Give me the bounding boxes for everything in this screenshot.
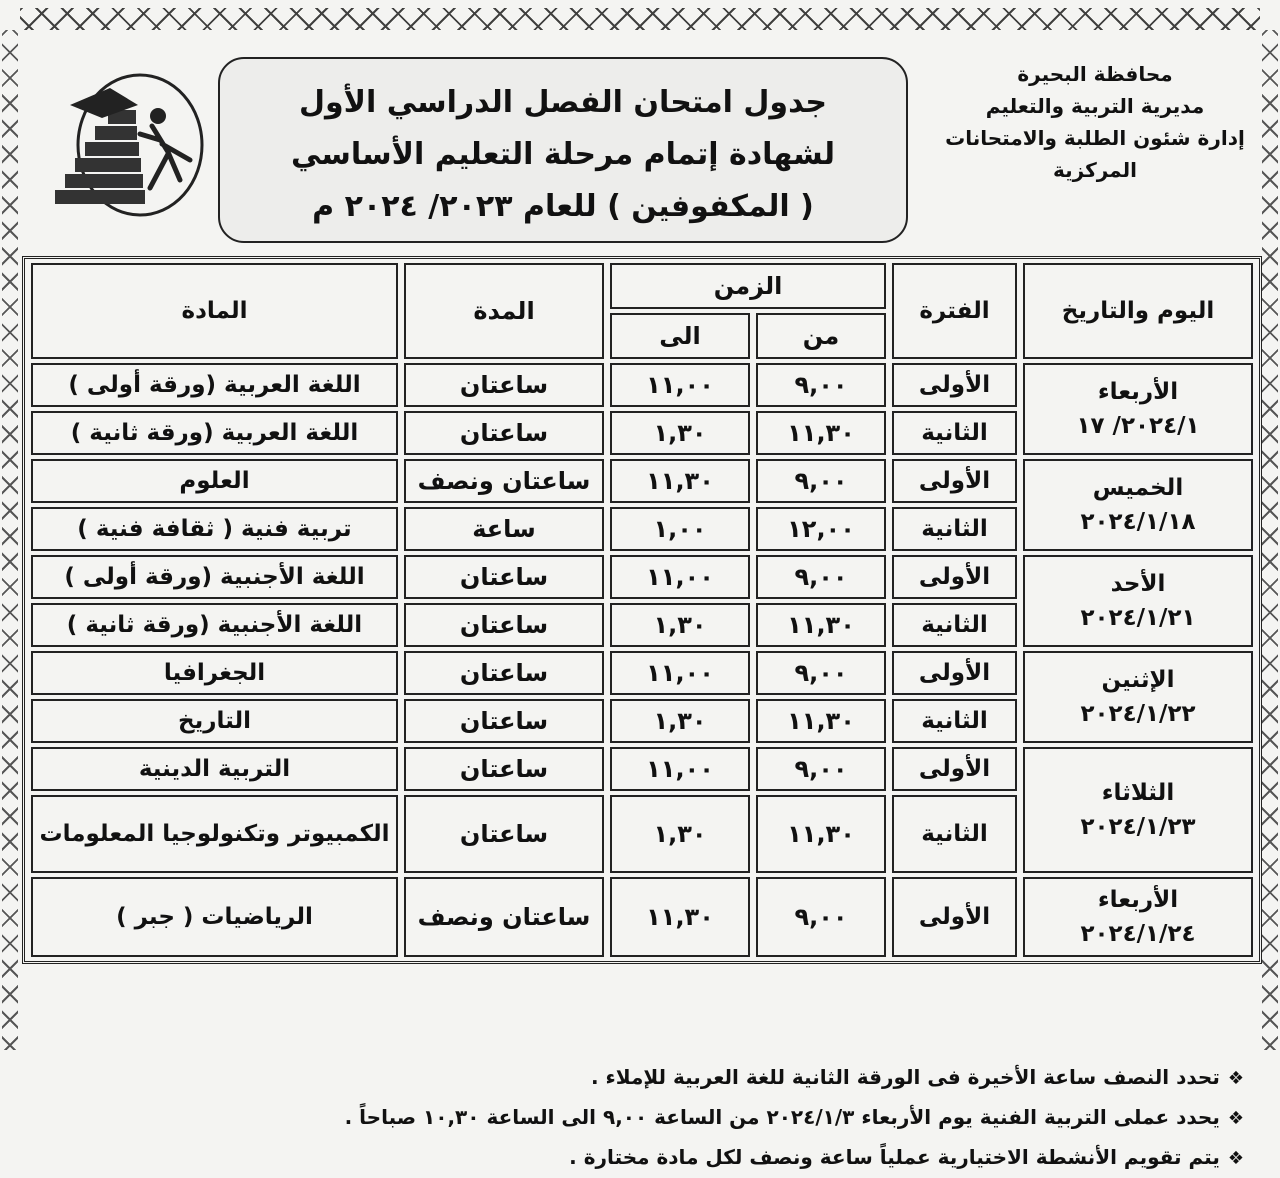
decorative-border-left xyxy=(2,30,18,1050)
period-cell: الأولى xyxy=(892,651,1017,695)
decorative-border-top xyxy=(20,8,1260,30)
period-cell: الثانية xyxy=(892,603,1017,647)
title-line2: لشهادة إتمام مرحلة التعليم الأساسي xyxy=(291,137,835,172)
day-date-cell xyxy=(1023,747,1253,873)
exam-date: ٢٠٢٤/١/٢١ xyxy=(1080,605,1196,631)
duration-cell: ساعتان xyxy=(404,411,604,455)
header-time: الزمن xyxy=(610,263,886,309)
directorate-name: مديرية التربية والتعليم xyxy=(985,94,1205,118)
to-time-cell: ١١,٠٠ xyxy=(610,747,750,791)
period-cell: الأولى xyxy=(892,555,1017,599)
title-line1: جدول امتحان الفصل الدراسي الأول xyxy=(298,85,828,120)
to-time-cell: ١,٣٠ xyxy=(610,603,750,647)
subject-cell: اللغة العربية (ورقة أولى ) xyxy=(31,363,398,407)
to-time-cell: ١,٠٠ xyxy=(610,507,750,551)
day-name: الإثنين xyxy=(1101,667,1175,693)
from-time-cell: ١٢,٠٠ xyxy=(756,507,886,551)
from-time-cell: ١١,٣٠ xyxy=(756,699,886,743)
header-day-date: اليوم والتاريخ xyxy=(1023,263,1253,359)
from-time-cell: ٩,٠٠ xyxy=(756,747,886,791)
duration-cell: ساعة xyxy=(404,507,604,551)
to-time-cell: ١١,٣٠ xyxy=(610,459,750,503)
note-item xyxy=(44,1098,1244,1138)
note-text: تحدد النصف ساعة الأخيرة فى الورقة الثانية للغة العربية للإملاء . xyxy=(591,1065,1220,1089)
to-time-cell: ١,٣٠ xyxy=(610,699,750,743)
day-date-cell xyxy=(1023,877,1253,957)
subject-cell: اللغة الأجنبية (ورقة ثانية ) xyxy=(31,603,398,647)
department-name-line2: المركزية xyxy=(1053,158,1137,182)
period-cell: الأولى xyxy=(892,459,1017,503)
period-cell: الثانية xyxy=(892,699,1017,743)
header-subject: المادة xyxy=(31,263,398,359)
day-date-cell xyxy=(1023,555,1253,647)
note-text: يتم تقويم الأنشطة الاختيارية عملياً ساعة ونصف لكل مادة مختارة . xyxy=(569,1145,1220,1169)
duration-cell: ساعتان xyxy=(404,603,604,647)
header-period: الفترة xyxy=(892,263,1017,359)
document-title-box xyxy=(218,57,908,243)
subject-cell: الكمبيوتر وتكنولوجيا المعلومات xyxy=(31,795,398,873)
period-cell: الأولى xyxy=(892,363,1017,407)
duration-cell: ساعتان ونصف xyxy=(404,877,604,957)
duration-cell: ساعتان xyxy=(404,555,604,599)
note-item xyxy=(44,1138,1244,1178)
day-date-cell xyxy=(1023,459,1253,551)
exam-date: ٢٠٢٤/١/ ١٧ xyxy=(1076,413,1200,439)
subject-cell: العلوم xyxy=(31,459,398,503)
period-cell: الثانية xyxy=(892,507,1017,551)
from-time-cell: ٩,٠٠ xyxy=(756,363,886,407)
note-text: يحدد عملى التربية الفنية يوم الأربعاء ٢٠٢٤/١/٣ من الساعة ٩,٠٠ الى الساعة ١٠,٣٠ صباحاً . xyxy=(344,1105,1220,1129)
to-time-cell: ١١,٠٠ xyxy=(610,555,750,599)
period-cell: الأولى xyxy=(892,747,1017,791)
from-time-cell: ٩,٠٠ xyxy=(756,555,886,599)
from-time-cell: ١١,٣٠ xyxy=(756,411,886,455)
exam-date: ٢٠٢٤/١/٢٣ xyxy=(1080,814,1196,840)
period-cell: الأولى xyxy=(892,877,1017,957)
governorate-name: محافظة البحيرة xyxy=(1017,62,1173,86)
duration-cell: ساعتان xyxy=(404,699,604,743)
from-time-cell: ٩,٠٠ xyxy=(756,877,886,957)
day-name: الأربعاء xyxy=(1097,887,1179,913)
period-cell: الثانية xyxy=(892,795,1017,873)
duration-cell: ساعتان xyxy=(404,747,604,791)
duration-cell: ساعتان xyxy=(404,651,604,695)
exam-date: ٢٠٢٤/١/١٨ xyxy=(1080,509,1196,535)
subject-cell: التاريخ xyxy=(31,699,398,743)
subject-cell: التربية الدينية xyxy=(31,747,398,791)
exam-date: ٢٠٢٤/١/٢٢ xyxy=(1080,701,1196,727)
from-time-cell: ١١,٣٠ xyxy=(756,603,886,647)
schedule-body xyxy=(31,363,1253,957)
from-time-cell: ٩,٠٠ xyxy=(756,459,886,503)
header-to: الى xyxy=(610,313,750,359)
day-name: الثلاثاء xyxy=(1101,780,1175,806)
exam-date: ٢٠٢٤/١/٢٤ xyxy=(1080,921,1196,947)
diamond-bullet-icon: ❖ xyxy=(1227,1148,1244,1169)
title-line3: ( المكفوفين ) للعام ٢٠٢٣/ ٢٠٢٤ م xyxy=(312,189,814,224)
subject-cell: اللغة العربية (ورقة ثانية ) xyxy=(31,411,398,455)
day-name: الأربعاء xyxy=(1097,379,1179,405)
to-time-cell: ١,٣٠ xyxy=(610,411,750,455)
day-date-cell xyxy=(1023,651,1253,743)
issuing-authority xyxy=(940,58,1250,186)
to-time-cell: ١١,٣٠ xyxy=(610,877,750,957)
diamond-bullet-icon: ❖ xyxy=(1227,1108,1244,1129)
to-time-cell: ١١,٠٠ xyxy=(610,651,750,695)
subject-cell: الجغرافيا xyxy=(31,651,398,695)
diamond-bullet-icon: ❖ xyxy=(1227,1068,1244,1089)
header-from: من xyxy=(756,313,886,359)
department-name-line1: إدارة شئون الطلبة والامتحانات xyxy=(945,126,1245,150)
period-cell: الثانية xyxy=(892,411,1017,455)
to-time-cell: ١,٣٠ xyxy=(610,795,750,873)
duration-cell: ساعتان xyxy=(404,363,604,407)
subject-cell: اللغة الأجنبية (ورقة أولى ) xyxy=(31,555,398,599)
to-time-cell: ١١,٠٠ xyxy=(610,363,750,407)
exam-schedule-table xyxy=(22,256,1262,964)
subject-cell: تربية فنية ( ثقافة فنية ) xyxy=(31,507,398,551)
day-name: الأحد xyxy=(1110,571,1166,597)
duration-cell: ساعتان ونصف xyxy=(404,459,604,503)
day-date-cell xyxy=(1023,363,1253,455)
day-name: الخميس xyxy=(1092,475,1184,501)
duration-cell: ساعتان xyxy=(404,795,604,873)
from-time-cell: ١١,٣٠ xyxy=(756,795,886,873)
from-time-cell: ٩,٠٠ xyxy=(756,651,886,695)
subject-cell: الرياضيات ( جبر ) xyxy=(31,877,398,957)
schedule-notes xyxy=(44,1058,1244,1178)
header-duration: المدة xyxy=(404,263,604,359)
decorative-border-right xyxy=(1262,30,1278,1050)
note-item xyxy=(44,1058,1244,1098)
education-logo-icon xyxy=(40,60,210,220)
